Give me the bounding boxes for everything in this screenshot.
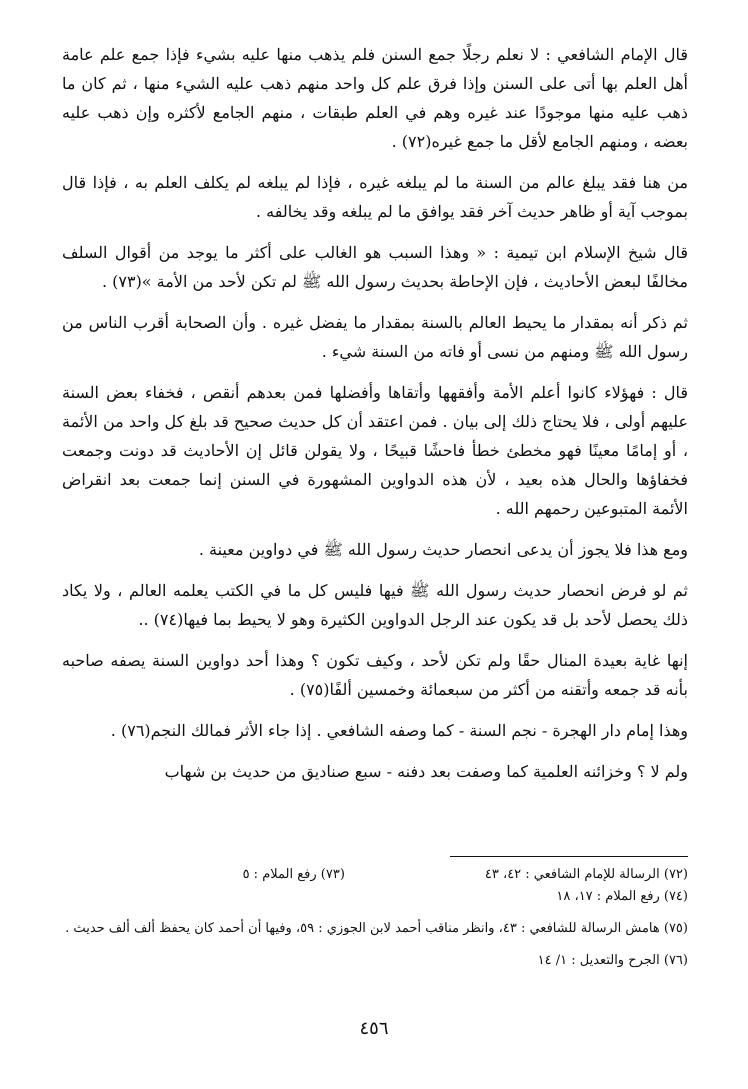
- footnote-row: [62, 864, 688, 886]
- paragraph-ibn-taymiyyah-quote: قال شيخ الإسلام ابن تيمية : « وهذا السبب هو الغالب على أكثر ما يوجد من أقوال السلف مخالفًا لبعض الأحاديث ، فإن الإحاطة بحديث رسول الله ﷺ لم تكن لأحد من الأمة »(٧٣) .: [62, 243, 688, 291]
- paragraph-distant-goal: إنها غاية بعيدة المنال حقًا ولم تكن لأحد ، وكيف تكون ؟ وهذا أحد دواوين السنة يصفه صاحبه بأنه قد جمعه وأتقنه من أكثر من سبعمائة وخمسين ألفًا(٧٥) .: [62, 651, 688, 699]
- paragraph-no-restriction: ومع هذا فلا يجوز أن يدعى انحصار حديث رسول الله ﷺ في دواوين معينة .: [198, 540, 688, 559]
- footnote-72: (٧٢) الرسالة للإمام الشافعي : ٤٢، ٤٣: [484, 867, 688, 882]
- paragraph-treasures: ولم لا ؟ وخزائنه العلمية كما وصفت بعد دفنه - سبع صناديق من حديث بن شهاب: [164, 762, 688, 781]
- footnote-separator: [450, 856, 688, 857]
- footnote-75: (٧٥) هامش الرسالة للشافعي : ٤٣، وانظر مناقب أحمد لابن الجوزي : ٥٩، وفيها أن أحمد كان يحفظ ألف ألف حديث .: [65, 921, 688, 936]
- paragraph-shafii-quote: قال الإمام الشافعي : لا نعلم رجلًا جمع السنن فلم يذهب منها عليه بشيء فإذا جمع علم عامة أهل العلم بها أتى على السنن وإذا فرق علم كل واحد منهم ذهب عليه الشيء منها ، ثم كان ما ذهب عليه منها موجودًا عند غيره وهم في العلم طبقات ، منهم الجامع لأكثره وإن ذهب عليه بعضه ، ومنهم الجامع لأقل ما جمع غيره(٧٢) .: [62, 45, 688, 151]
- main-text: [62, 40, 688, 798]
- paragraph-imams-knowledge: قال : فهؤلاء كانوا أعلم الأمة وأفقهها وأتقاها وأفضلها فمن بعدهم أنقص ، فخفاء بعض السنة عليهم أولى ، فلا يحتاج ذلك إلى بيان . فمن اعتقد أن كل حديث صحيح قد بلغ كل واحد من الأئمة ، أو إمامًا معينًا فهو مخطئ خطأ فاحشًا قبيحًا ، ولا يقولن قائل إن الأحاديث قد دونت وجمعت فخفاؤها والحال هذه بعيد ، لأن هذه الدواوين المشهورة في السنن إنما جمعت بعد انقراض الأئمة المتبوعين رحمهم الله .: [62, 383, 688, 518]
- page-number: ٤٥٦: [359, 1018, 389, 1039]
- footnote-73: (٧٣) رفع الملام : ٥: [242, 867, 345, 882]
- paragraph-imam-malik: وهذا إمام دار الهجرة - نجم السنة - كما وصفه الشافعي . إذا جاء الأثر فمالك النجم(٧٦) .: [110, 721, 688, 740]
- footnotes: [62, 864, 688, 972]
- footnote-74: (٧٤) رفع الملام : ١٧، ١٨: [556, 889, 688, 904]
- paragraph-scholar-reach: من هنا فقد يبلغ عالم من السنة ما لم يبلغه غيره ، فإذا لم يبلغه لم يكلف العلم به ، فإذا قال بموجب آية أو ظاهر حديث آخر فقد يوافق ما لم يبلغه وقد يخالفه .: [62, 173, 688, 221]
- paragraph-companions: ثم ذكر أنه بمقدار ما يحيط العالم بالسنة بمقدار ما يفضل غيره . وأن الصحابة أقرب الناس من رسول الله ﷺ ومنهم من نسى أو فاته من السنة شيء .: [62, 313, 688, 361]
- footnote-76: (٧٦) الجرح والتعديل : ١/ ١٤: [537, 953, 688, 968]
- paragraph-hypothetical: ثم لو فرض انحصار حديث رسول الله ﷺ فيها فليس كل ما في الكتب يعلمه العالم ، ولا يكاد ذلك يحصل لأحد بل قد يكون عند الرجل الدواوين الكثيرة وهو لا يحيط بما فيها(٧٤) ..: [62, 581, 688, 629]
